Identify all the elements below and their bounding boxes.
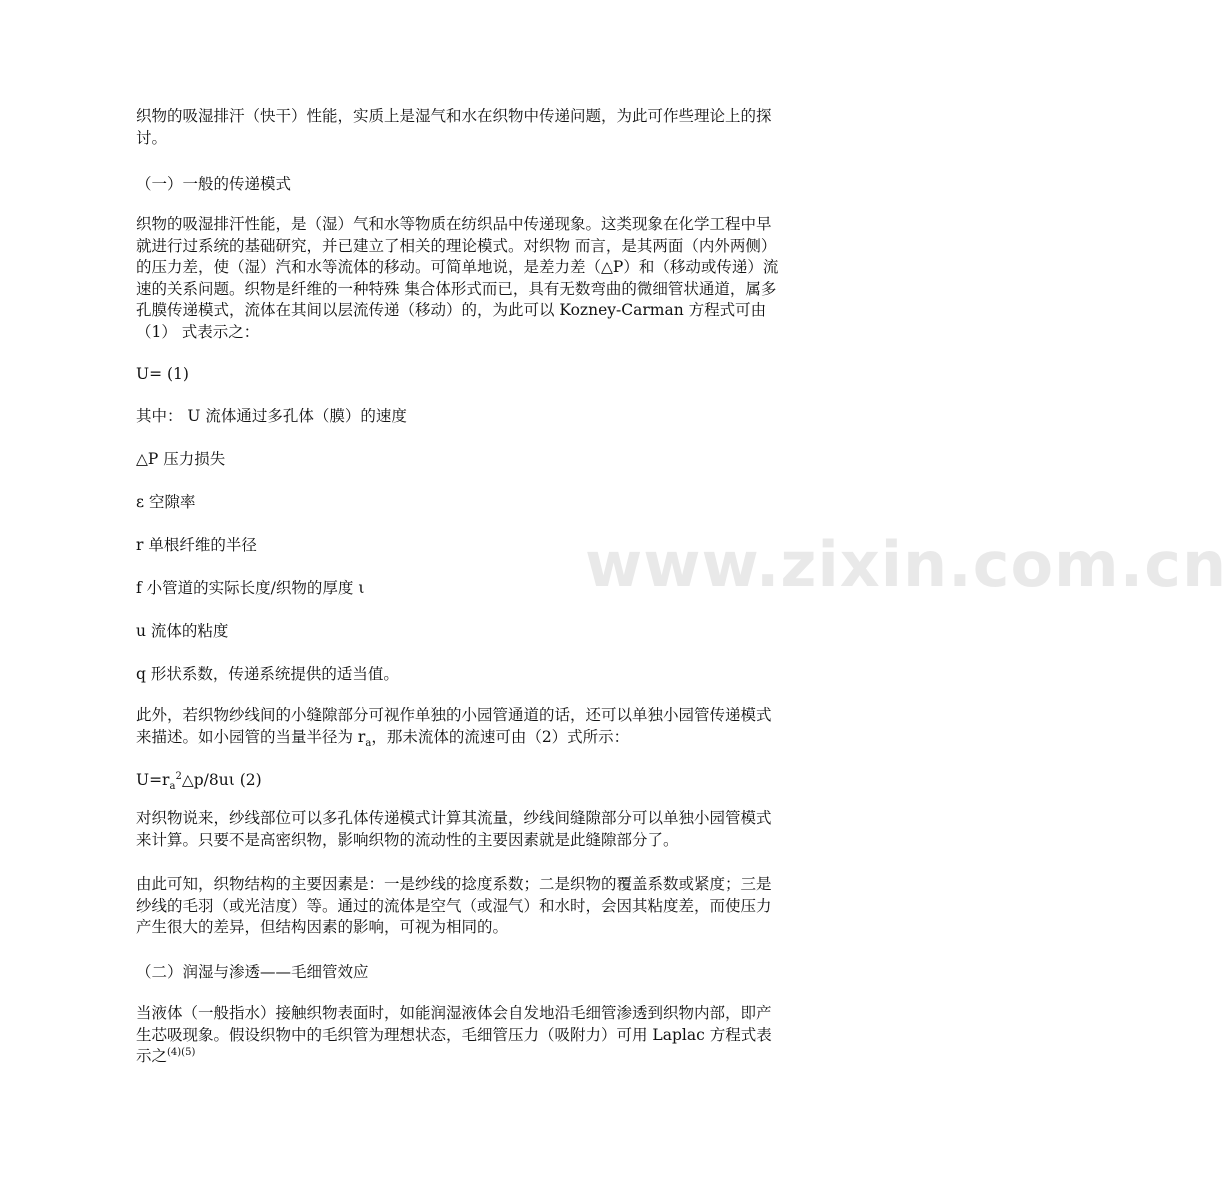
reference-superscript: (4)(5) [167, 1047, 196, 1059]
section-heading-2: （二）润湿与渗透——毛细管效应 [136, 963, 369, 981]
wetting-paragraph [136, 1003, 786, 1068]
wetting-text: 当液体（一般指水）接触织物表面时，如能润湿液体会自发地沿毛细管渗透到织物内部，即产生芯吸现象。假设织物中的毛织管为理想状态，毛细管压力（吸附力）可用 Laplac 方程式表示之 [136, 1004, 772, 1066]
variable-porosity: ε 空隙率 [136, 493, 196, 511]
section-heading-1: （一）一般的传递模式 [136, 175, 292, 193]
transfer-model-paragraph: 织物的吸湿排汗性能，是（湿）气和水等物质在纺织品中传递现象。这类现象在化学工程中早就进行过系统的基础研究，并已建立了相关的理论模式。对织物 而言，是其两面（内外两侧）的压力差，使（湿）汽和水等流体的移动。可简单地说，是差力差（△P）和（移动或传递）流速的关系问题。织物是纤维的一种特殊 集合体形式而已，具有无数弯曲的微细管状通道，属多孔膜传递模式，流体在其间以层流传递（移动）的，为此可以 Kozney-Carman 方程式可由（1） 式表示之： [136, 215, 779, 341]
radius-subscript: a [365, 737, 372, 749]
eq2-text-a: U=r [136, 771, 170, 789]
capillary-text-a: 此外，若织物纱线间的小缝隙部分可视作单独的小园管通道的话，还可以单独小园管传递模式来描述。如小园管的当量半径为 r [136, 706, 772, 746]
capillary-tube-paragraph [136, 705, 786, 748]
variable-length-ratio: f 小管道的实际长度/织物的厚度 ι [136, 579, 365, 597]
yarn-flow-paragraph: 对织物说来，纱线部位可以多孔体传递模式计算其流量，纱线间缝隙部分可以单独小园管模式来计算。只要不是高密织物，影响织物的流动性的主要因素就是此缝隙部分了。 [136, 809, 772, 849]
intro-paragraph: 织物的吸湿排汗（快干）性能，实质上是湿气和水在织物中传递问题，为此可作些理论上的探讨。 [136, 107, 772, 147]
equation-1: U= (1) [136, 365, 189, 383]
variable-definition-intro: 其中： U 流体通过多孔体（膜）的速度 [136, 407, 407, 425]
variable-shape-factor: q 形状系数，传递系统提供的适当值。 [136, 665, 399, 683]
structure-factors-paragraph: 由此可知，织物结构的主要因素是：一是纱线的捻度系数；二是织物的覆盖系数或紧度；三是纱线的毛羽（或光洁度）等。通过的流体是空气（或湿气）和水时，会因其粘度差，而使压力产生很大的差异，但结构因素的影响，可视为相同的。 [136, 875, 772, 937]
eq2-superscript: 2 [175, 770, 182, 782]
equation-2 [136, 770, 786, 792]
variable-fiber-radius: r 单根纤维的半径 [136, 536, 257, 554]
eq2-subscript: a [169, 781, 176, 793]
capillary-text-b: ，那未流体的流速可由（2）式所示： [371, 727, 630, 746]
watermark: www.zixin.com.cn [585, 528, 1227, 601]
variable-pressure-loss: △P 压力损失 [136, 450, 226, 468]
variable-viscosity: u 流体的粘度 [136, 622, 229, 640]
eq2-text-b: △p/8uι (2) [181, 771, 262, 789]
